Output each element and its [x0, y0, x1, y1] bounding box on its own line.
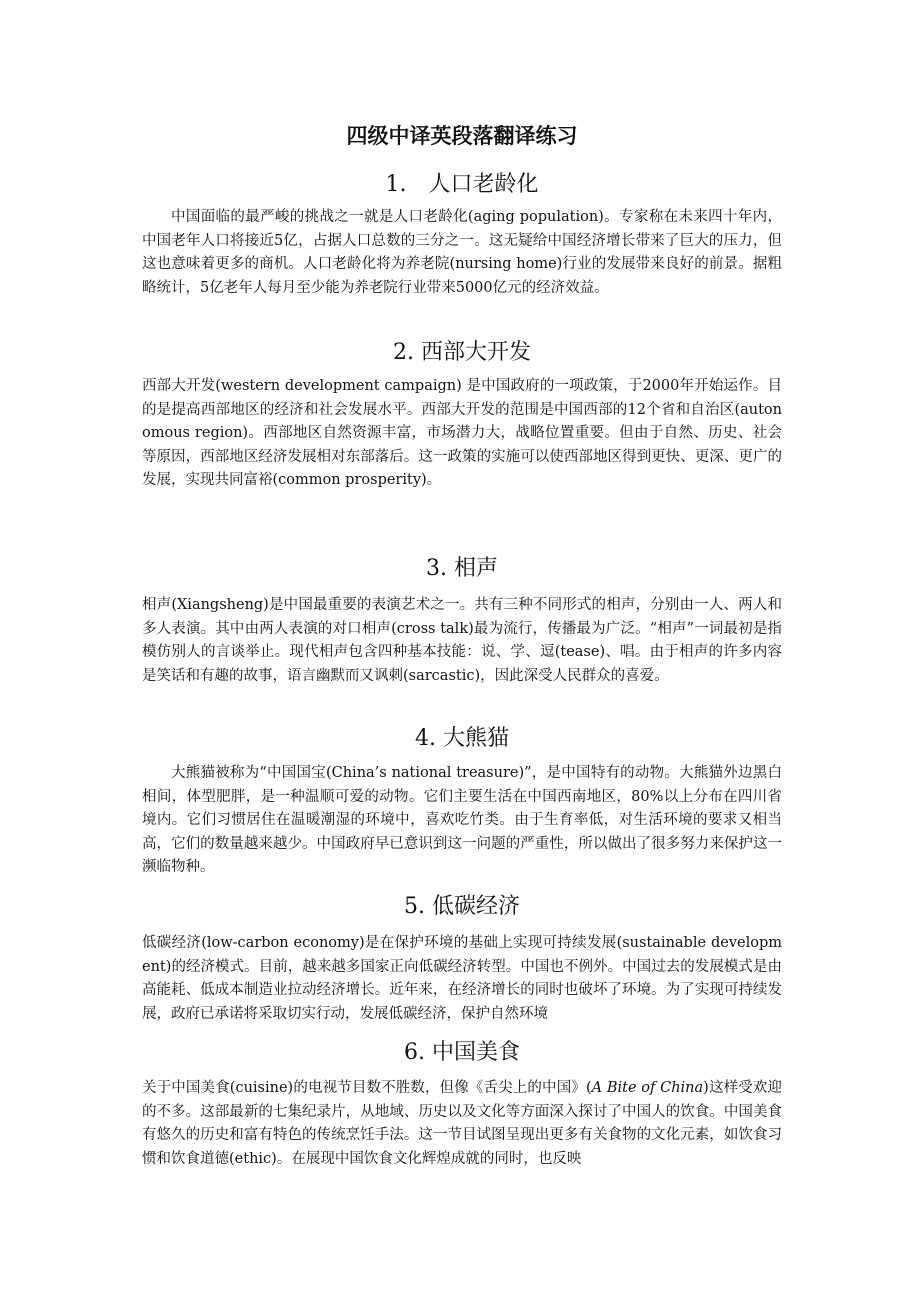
section-heading-western-development: 2. 西部大开发: [393, 340, 531, 365]
section-heading-aging: 1. 人口老龄化: [385, 172, 539, 197]
cuisine-text-before: 关于中国美食(cuisine)的电视节目数不胜数，但像《舌尖上的中国》(: [142, 1080, 592, 1096]
section-paragraph-chinese-cuisine: [142, 1077, 782, 1171]
section-paragraph-western-development: 西部大开发(western development campaign) 是中国政府的一项政策，于2000年开始运作。目的是提高西部地区的经济和社会发展水平。西部大开发的范围是中国西部的12个省和自治区(autonomous region)。西部地区自然资源丰富，市场潜力大，战略位置重要。但由于自然、历史、社会等原因，西部地区经济发展相对东部落后。这一政策的实施可以使西部地区得到更快、更深、更广的发展，实现共同富裕(common prosperity)。: [142, 378, 782, 489]
cuisine-text-after: )这样受欢迎的不多。这部最新的七集纪录片，从地域、历史以及文化等方面深入探讨了中国人的饮食。中国美食有悠久的历史和富有特色的传统烹饪手法。这一节目试图呈现出更多有关食物的文化元素，如饮食习惯和饮食道德(ethic)。在展现中国饮食文化辉煌成就的同时，也反映: [142, 1080, 782, 1167]
section-paragraph-aging: 中国面临的最严峻的挑战之一就是人口老龄化(aging population)。专家称在未来四十年内，中国老年人口将接近5亿，占据人口总数的三分之一。这无疑给中国经济增长带来了巨大的压力，但这也意味着更多的商机。人口老龄化将为养老院(nursing home)行业的发展带来良好的前景。据粗略统计，5亿老年人每月至少能为养老院行业带来5000亿元的经济效益。: [142, 209, 782, 296]
section-paragraph-giant-panda: 大熊猫被称为“中国国宝(China’s national treasure)”，是中国特有的动物。大熊猫外边黑白相间，体型肥胖，是一种温顺可爱的动物。它们主要生活在中国西南地区，80%以上分布在四川省境内。它们习惯居住在温暖潮湿的环境中，喜欢吃竹类。由于生育率低，对生活环境的要求又相当高，它们的数量越来越少。中国政府早已意识到这一问题的严重性，所以做出了很多努力来保护这一濒临物种。: [142, 765, 782, 876]
section-heading-chinese-cuisine: 6. 中国美食: [404, 1040, 520, 1065]
section-heading-giant-panda: 4. 大熊猫: [415, 726, 509, 751]
document-title: 四级中译英段落翻译练习: [346, 123, 578, 148]
section-heading-xiangsheng: 3. 相声: [426, 556, 498, 581]
section-heading-low-carbon: 5. 低碳经济: [404, 894, 520, 919]
section-paragraph-low-carbon: 低碳经济(low-carbon economy)是在保护环境的基础上实现可持续发展(sustainable development)的经济模式。目前，越来越多国家正向低碳经济转型。中国也不例外。中国过去的发展模式是由高能耗、低成本制造业拉动经济增长。近年来，在经济增长的同时也破坏了环境。为了实现可持续发展，政府已承诺将采取切实行动，发展低碳经济，保护自然环境: [142, 935, 782, 1022]
section-paragraph-xiangsheng: 相声(Xiangsheng)是中国最重要的表演艺术之一。共有三种不同形式的相声，分别由一人、两人和多人表演。其中由两人表演的对口相声(cross talk)最为流行，传播最为广泛。“相声”一词最初是指模仿别人的言谈举止。现代相声包含四种基本技能：说、学、逗(tease)、唱。由于相声的许多内容是笑话和有趣的故事，语言幽默而又讽刺(sarcastic)，因此深受人民群众的喜爱。: [142, 597, 782, 684]
cuisine-text-italic-title: A Bite of China: [591, 1080, 704, 1096]
